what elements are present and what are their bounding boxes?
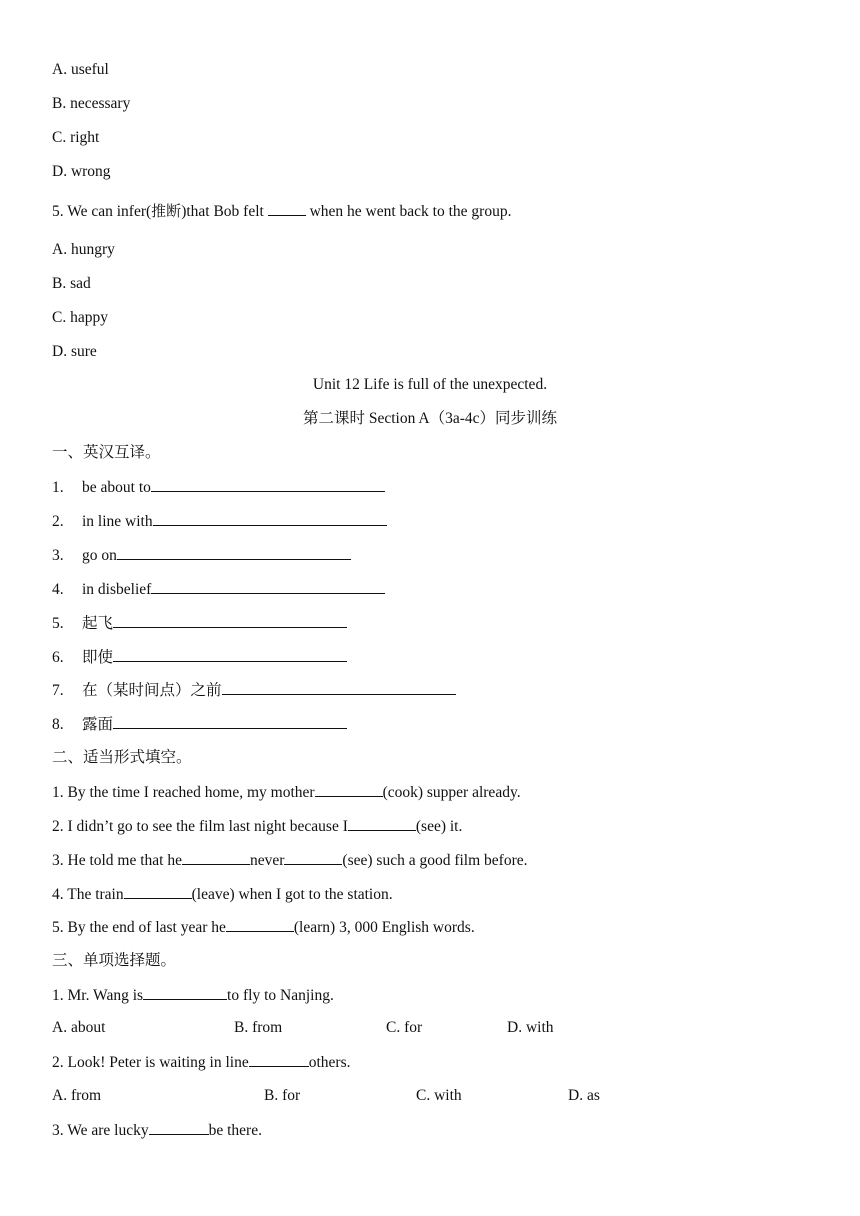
item-number: 8. (52, 716, 64, 733)
q5-option-c: C. happy (52, 309, 108, 326)
item-text: 即使 (82, 649, 114, 666)
question-text: 1. Mr. Wang is (52, 987, 144, 1004)
item-text: 1. By the time I reached home, my mother (52, 784, 315, 801)
item-text: in disbelief (82, 581, 152, 598)
item-hint: (learn) 3, 000 English words. (293, 919, 475, 936)
answer-blank (143, 985, 227, 1000)
part2-item (52, 917, 475, 938)
part2-item (52, 782, 521, 803)
part1-item (52, 511, 387, 532)
part2-item (52, 884, 393, 905)
answer-blank (117, 545, 351, 560)
q5-question (52, 201, 511, 222)
part1-item (52, 545, 351, 566)
q5-blank (268, 201, 306, 216)
q1-option-c: C. for (386, 1019, 423, 1036)
q1-option-a: A. about (52, 1019, 106, 1036)
q1-option-d: D. with (507, 1019, 554, 1036)
item-text: 5. By the end of last year he (52, 919, 226, 936)
answer-blank (151, 477, 385, 492)
item-number: 5. (52, 615, 64, 632)
question-text-end: to fly to Nanjing. (227, 987, 334, 1004)
item-text: 在（某时间点）之前 (82, 682, 222, 699)
q2-option-c: C. with (416, 1087, 462, 1104)
unit-title: Unit 12 Life is full of the unexpected. (312, 376, 548, 393)
q5-option-a: A. hungry (52, 241, 115, 258)
answer-blank (226, 917, 294, 932)
q5-text-after-blank: when he went back to the group. (305, 203, 512, 220)
lesson-subtitle: 第二课时 Section A（3a-4c）同步训练 (302, 410, 557, 427)
q4-option-d: D. wrong (52, 163, 111, 180)
q5-text-after-note: )that Bob felt (181, 203, 268, 220)
item-number: 2. (52, 513, 64, 530)
q5-option-d: D. sure (52, 343, 97, 360)
answer-blank (113, 647, 347, 662)
item-text: 4. The train (52, 886, 124, 903)
answer-blank (151, 579, 385, 594)
part1-heading: 一、英汉互译。 (52, 444, 161, 461)
item-number: 1. (52, 479, 64, 496)
item-text: 露面 (82, 716, 114, 733)
part1-item (52, 680, 456, 701)
part1-item (52, 477, 385, 498)
answer-blank (284, 850, 342, 865)
answer-blank (149, 1120, 209, 1135)
question-text: 3. We are lucky (52, 1122, 149, 1139)
part1-item (52, 579, 385, 600)
answer-blank (222, 680, 456, 695)
part3-q1 (52, 985, 334, 1006)
answer-blank (113, 714, 347, 729)
q5-note: 推断 (151, 202, 182, 220)
item-hint: (see) such a good film before. (342, 852, 528, 869)
item-text: 起飞 (82, 615, 114, 632)
answer-blank (182, 850, 250, 865)
answer-blank (249, 1052, 309, 1067)
part3-q2 (52, 1052, 351, 1073)
q4-option-a: A. useful (52, 61, 109, 78)
q2-option-a: A. from (52, 1087, 102, 1104)
q5-text-before: 5. We can infer( (52, 203, 152, 220)
part1-item (52, 647, 347, 668)
item-hint: (cook) supper already. (382, 784, 521, 801)
item-text: in line with (82, 513, 153, 530)
item-text: be about to (82, 479, 151, 496)
item-hint: (see) it. (415, 818, 463, 835)
answer-blank (153, 511, 387, 526)
question-text: 2. Look! Peter is waiting in line (52, 1054, 249, 1071)
q1-option-b: B. from (234, 1019, 283, 1036)
q4-option-b: B. necessary (52, 95, 131, 112)
part2-item (52, 850, 528, 871)
q2-option-d: D. as (568, 1087, 600, 1104)
item-hint: (leave) when I got to the station. (191, 886, 393, 903)
question-text-end: others. (308, 1054, 351, 1071)
answer-blank (348, 816, 416, 831)
q4-option-c: C. right (52, 129, 100, 146)
question-text-end: be there. (208, 1122, 262, 1139)
item-text: go on (82, 547, 117, 564)
item-number: 3. (52, 547, 64, 564)
answer-blank (124, 884, 192, 899)
part2-item (52, 816, 462, 837)
q2-option-b: B. for (264, 1087, 301, 1104)
part2-heading: 二、适当形式填空。 (52, 749, 192, 766)
part1-item (52, 714, 347, 735)
part3-q3 (52, 1120, 262, 1141)
answer-blank (113, 613, 347, 628)
item-number: 7. (52, 682, 64, 699)
part3-heading: 三、单项选择题。 (52, 952, 177, 969)
answer-blank (315, 782, 383, 797)
item-number: 4. (52, 581, 64, 598)
item-mid: never (250, 852, 285, 869)
item-text: 2. I didn’t go to see the film last night because I (52, 818, 348, 835)
item-text: 3. He told me that he (52, 852, 182, 869)
part1-item (52, 613, 347, 634)
item-number: 6. (52, 649, 64, 666)
q5-option-b: B. sad (52, 275, 91, 292)
